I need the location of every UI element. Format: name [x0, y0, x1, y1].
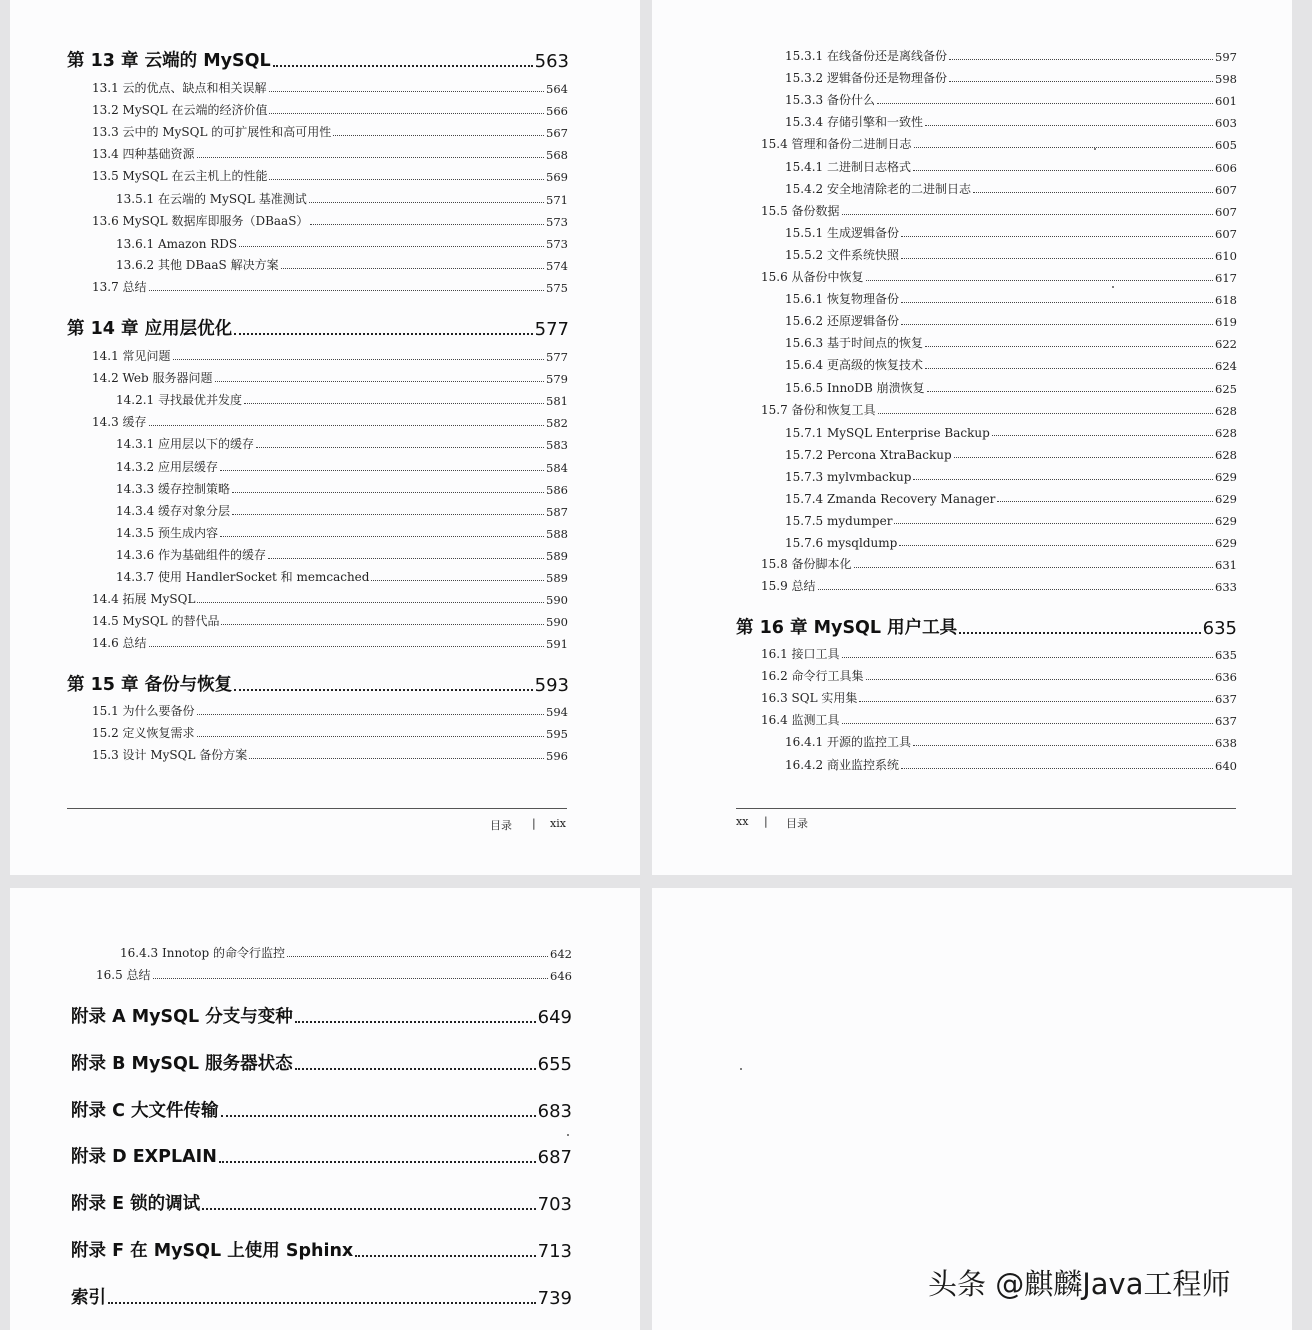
- appendix-entry[interactable]: [71, 1144, 572, 1168]
- toc-section-entry[interactable]: [761, 203, 1237, 219]
- toc-entry-page: 631: [1215, 558, 1237, 573]
- toc-entry-label: 附录 C 大文件传输: [71, 1100, 219, 1121]
- toc-entry-label: 13.1 云的优点、缺点和相关误解: [92, 81, 267, 95]
- toc-section-entry[interactable]: [761, 646, 1237, 662]
- toc-entry-label: 14.3.3 缓存控制策略: [116, 481, 230, 496]
- toc-page-2: [652, 0, 1292, 875]
- toc-entry-page: 591: [546, 637, 568, 652]
- toc-section-entry[interactable]: [92, 80, 568, 96]
- dot-leader: [818, 589, 1214, 590]
- toc-entry-page: 601: [1215, 94, 1237, 109]
- toc-entry-page: 594: [546, 705, 568, 719]
- toc-section-entry[interactable]: [92, 279, 568, 295]
- toc-section-entry[interactable]: [96, 967, 572, 983]
- toc-entry-label: 16.4 监测工具: [761, 713, 840, 728]
- dot-leader: [249, 758, 544, 759]
- toc-entry-label: 13.5.1 在云端的 MySQL 基准测试: [116, 191, 307, 206]
- toc-entry-page: 564: [546, 82, 568, 96]
- dot-leader: [295, 1068, 536, 1070]
- dot-leader: [232, 492, 544, 493]
- scan-speck: [1094, 148, 1096, 150]
- dot-leader: [219, 1161, 536, 1163]
- toc-section-entry[interactable]: [785, 734, 1237, 750]
- dot-leader: [914, 147, 1214, 148]
- toc-entry-page: 628: [1215, 403, 1237, 418]
- toc-entry-page: 605: [1215, 138, 1237, 153]
- toc-entry-label: 14.3.6 作为基础组件的缓存: [116, 547, 266, 562]
- toc-entry-page: 567: [546, 126, 568, 141]
- toc-section-entry[interactable]: [761, 269, 1237, 285]
- toc-entry-page: 713: [537, 1241, 572, 1262]
- toc-page-3: [10, 888, 640, 1330]
- toc-entry-label: 13.2 MySQL 在云端的经济价值: [92, 103, 268, 118]
- toc-entry-label: 15.3 设计 MySQL 备份方案: [92, 748, 248, 763]
- dot-leader: [221, 624, 544, 625]
- toc-entry-label: 13.6.1 Amazon RDS: [116, 236, 238, 251]
- dot-leader: [842, 214, 1214, 215]
- dot-leader: [925, 368, 1213, 369]
- toc-section-entry[interactable]: [92, 414, 568, 430]
- toc-section-entry[interactable]: [761, 578, 1237, 594]
- toc-section-entry[interactable]: [92, 747, 568, 763]
- toc-entry-page: 589: [546, 548, 568, 563]
- toc-entry-page: 586: [546, 482, 568, 497]
- appendix-entry[interactable]: [71, 1098, 572, 1122]
- toc-entry-label: 15.7.3 mylvmbackup: [785, 469, 912, 484]
- dot-leader: [197, 714, 545, 715]
- dot-leader: [215, 381, 545, 382]
- toc-entry-label: 16.4.3 Innotop 的命令行监控: [120, 946, 285, 960]
- watermark: 头条 @麒麟Java工程师: [928, 1267, 1231, 1301]
- toc-entry-label: 15.9 总结: [761, 579, 816, 594]
- dot-leader: [221, 1115, 536, 1117]
- toc-entry-label: 14.4 拓展 MySQL: [92, 592, 196, 607]
- chapter-15-entry[interactable]: 第 15 章 备份与恢复 593: [67, 675, 569, 696]
- dot-leader: [913, 479, 1213, 480]
- dot-leader: [901, 236, 1213, 237]
- footer-rule: [736, 808, 1236, 809]
- toc-section-entry[interactable]: [120, 945, 572, 961]
- toc-entry-label: 附录 F 在 MySQL 上使用 Sphinx: [71, 1241, 354, 1261]
- toc-section-entry[interactable]: [92, 635, 568, 651]
- chapter-16-entry[interactable]: 第 16 章 MySQL 用户工具 635: [736, 618, 1237, 639]
- toc-entry-page: 619: [1215, 315, 1237, 330]
- toc-section-entry[interactable]: [92, 168, 568, 184]
- toc-entry-label: 15.6.3 基于时间点的恢复: [785, 336, 923, 351]
- dot-leader: [901, 258, 1213, 259]
- toc-entry-page: 584: [546, 460, 568, 475]
- toc-entry-page: 588: [546, 526, 568, 541]
- toc-entry-page: 625: [1215, 381, 1237, 396]
- toc-section-entry[interactable]: [785, 380, 1237, 396]
- toc-section-entry[interactable]: [785, 181, 1237, 197]
- toc-section-entry[interactable]: [92, 102, 568, 118]
- dot-leader: [949, 59, 1213, 60]
- toc-entry-page: 687: [537, 1147, 572, 1169]
- toc-entry-label: 13.7 总结: [92, 279, 147, 294]
- dot-leader: [287, 956, 548, 957]
- appendix-entry[interactable]: [71, 1238, 572, 1262]
- toc-entry-label: 15.3.1 在线备份还是离线备份: [785, 49, 947, 63]
- toc-entry-page: 622: [1215, 337, 1237, 352]
- dot-leader: [901, 302, 1213, 303]
- dot-leader: [256, 447, 544, 448]
- toc-entry-page: 624: [1215, 359, 1237, 374]
- toc-entry-label: 附录 E 锁的调试: [71, 1194, 201, 1215]
- toc-entry-page: 629: [1215, 514, 1237, 529]
- toc-section-entry[interactable]: [116, 235, 568, 251]
- toc-section-entry[interactable]: [761, 556, 1237, 572]
- toc-entry-page: 739: [537, 1287, 572, 1309]
- toc-entry-label: 15.6 从备份中恢复: [761, 270, 864, 284]
- toc-entry-page: 629: [1215, 536, 1237, 551]
- toc-entry-label: 14.2 Web 服务器问题: [92, 371, 213, 386]
- appendix-entry[interactable]: [71, 1285, 572, 1309]
- dot-leader: [108, 1302, 536, 1304]
- toc-section-entry[interactable]: [92, 703, 568, 719]
- toc-entry-page: 629: [1215, 492, 1237, 506]
- toc-entry-label: 15.5.1 生成逻辑备份: [785, 225, 899, 240]
- toc-section-entry[interactable]: [92, 213, 568, 229]
- toc-section-entry[interactable]: [785, 313, 1237, 329]
- toc-entry-page: 595: [546, 727, 568, 742]
- toc-entry-page: 637: [1215, 714, 1237, 729]
- toc-entry-label: 14.3.4 缓存对象分层: [116, 503, 230, 518]
- toc-section-entry[interactable]: [116, 525, 568, 541]
- dot-leader: [973, 192, 1213, 193]
- toc-section-entry[interactable]: [785, 291, 1237, 307]
- footer-label: 目录: [490, 819, 512, 832]
- toc-section-entry[interactable]: [92, 124, 568, 140]
- toc-entry-page: 607: [1215, 204, 1237, 219]
- toc-entry-page: 610: [1215, 248, 1237, 263]
- toc-entry-page: 587: [546, 504, 568, 519]
- toc-section-entry[interactable]: [92, 348, 568, 364]
- toc-entry-label: 15.7 备份和恢复工具: [761, 402, 876, 417]
- toc-entry-page: 618: [1215, 293, 1237, 308]
- toc-entry-label: 14.5 MySQL 的替代品: [92, 614, 220, 629]
- dot-leader: [197, 602, 544, 603]
- toc-section-entry[interactable]: [761, 690, 1237, 706]
- toc-section-entry[interactable]: [92, 613, 568, 629]
- footer-rule: [67, 808, 567, 809]
- toc-section-entry[interactable]: [785, 70, 1237, 86]
- toc-entry-page: 655: [537, 1053, 572, 1075]
- dot-leader: [859, 701, 1213, 702]
- toc-entry-page: 568: [546, 148, 568, 163]
- dot-leader: [269, 179, 544, 180]
- toc-entry-page: 581: [546, 394, 568, 409]
- toc-entry-label: 14.6 总结: [92, 636, 147, 651]
- toc-entry-page: 637: [1215, 692, 1237, 707]
- toc-entry-label: 13.6 MySQL 数据库即服务（DBaaS）: [92, 213, 309, 228]
- toc-section-entry[interactable]: [785, 335, 1237, 351]
- toc-section-entry[interactable]: [761, 136, 1237, 152]
- dot-leader: [173, 359, 545, 360]
- toc-entry-label: 16.2 命令行工具集: [761, 669, 864, 684]
- toc-entry-label: 15.3.4 存储引擎和一致性: [785, 115, 923, 130]
- toc-entry-page: 606: [1215, 160, 1237, 175]
- toc-entry-label: 15.4 管理和备份二进制日志: [761, 137, 912, 152]
- dot-leader: [220, 470, 544, 471]
- toc-entry-label: 13.3 云中的 MySQL 的可扩展性和高可用性: [92, 125, 332, 140]
- toc-entry-page: 635: [1215, 648, 1237, 662]
- toc-section-entry[interactable]: [116, 392, 568, 408]
- toc-section-entry[interactable]: [785, 424, 1237, 440]
- toc-entry-label: 13.5 MySQL 在云主机上的性能: [92, 169, 268, 184]
- dot-leader: [997, 501, 1213, 502]
- dot-leader: [281, 268, 544, 269]
- toc-entry-label: 15.6.5 InnoDB 崩溃恢复: [785, 380, 925, 395]
- toc-section-entry[interactable]: [785, 534, 1237, 550]
- dot-leader: [269, 91, 545, 92]
- dot-leader: [927, 391, 1213, 392]
- toc-section-entry[interactable]: [116, 257, 568, 273]
- dot-leader: [866, 679, 1214, 680]
- toc-section-entry[interactable]: [116, 569, 568, 585]
- toc-section-entry[interactable]: [761, 668, 1237, 684]
- dot-leader: [310, 224, 544, 225]
- toc-entry-label: 15.7.6 mysqldump: [785, 536, 898, 551]
- toc-entry-page: 640: [1215, 758, 1237, 773]
- toc-entry-label: 16.4.2 商业监控系统: [785, 757, 899, 772]
- toc-section-entry[interactable]: [785, 247, 1237, 263]
- toc-entry-label: 附录 A MySQL 分支与变种: [71, 1007, 293, 1027]
- toc-entry-label: 16.1 接口工具: [761, 647, 840, 661]
- footer-label: 目录: [786, 817, 808, 830]
- toc-entry-page: 638: [1215, 736, 1237, 751]
- dot-leader: [239, 246, 544, 247]
- dot-leader: [954, 457, 1213, 458]
- toc-entry-label: 16.5 总结: [96, 968, 151, 982]
- toc-section-entry[interactable]: [761, 402, 1237, 418]
- dot-leader: [842, 723, 1214, 724]
- dot-leader: [232, 514, 544, 515]
- dot-leader: [899, 545, 1213, 546]
- dot-leader: [992, 435, 1213, 436]
- dot-leader: [894, 523, 1213, 524]
- appendix-entry[interactable]: [71, 1051, 572, 1075]
- toc-entry-page: 598: [1215, 72, 1237, 87]
- toc-entry-label: 16.3 SQL 实用集: [761, 691, 858, 706]
- dot-leader: [309, 202, 544, 203]
- toc-entry-page: 566: [546, 104, 568, 119]
- appendix-entry[interactable]: [71, 1004, 572, 1028]
- toc-entry-label: 15.8 备份脚本化: [761, 557, 852, 572]
- dot-leader: [842, 657, 1214, 658]
- toc-entry-label: 15.5.2 文件系统快照: [785, 247, 899, 262]
- toc-page-1: [10, 0, 640, 875]
- toc-entry-page: 571: [546, 192, 568, 207]
- toc-entry-page: 633: [1215, 580, 1237, 595]
- toc-entry-label: 15.7.4 Zmanda Recovery Manager: [785, 492, 996, 506]
- scan-speck: [740, 1068, 742, 1070]
- dot-leader: [202, 1208, 536, 1210]
- dot-leader: [913, 745, 1213, 746]
- dot-leader: [913, 170, 1213, 171]
- dot-leader: [901, 324, 1213, 325]
- toc-entry-label: 15.3.3 备份什么: [785, 93, 875, 108]
- dot-leader: [197, 157, 545, 158]
- toc-entry-page: 683: [537, 1100, 572, 1122]
- toc-entry-label: 14.1 常见问题: [92, 349, 171, 363]
- toc-section-entry[interactable]: [92, 725, 568, 741]
- toc-section-entry[interactable]: [785, 48, 1237, 64]
- dot-leader: [153, 978, 549, 979]
- dot-leader: [925, 125, 1213, 126]
- toc-entry-label: 附录 B MySQL 服务器状态: [71, 1053, 293, 1074]
- chapter-14-entry[interactable]: 第 14 章 应用层优化 577: [67, 319, 569, 340]
- toc-section-entry[interactable]: [92, 591, 568, 607]
- toc-entry-page: 628: [1215, 425, 1237, 440]
- toc-entry-page: 582: [546, 416, 568, 431]
- toc-entry-label: 15.2 定义恢复需求: [92, 726, 195, 741]
- dot-leader: [269, 113, 544, 114]
- toc-entry-label: 15.7.2 Percona XtraBackup: [785, 447, 952, 462]
- toc-entry-label: 14.3.1 应用层以下的缓存: [116, 437, 254, 452]
- scan-speck: [567, 1134, 569, 1136]
- toc-section-entry[interactable]: [785, 490, 1237, 506]
- toc-entry-page: 590: [546, 593, 568, 608]
- toc-entry-page: 649: [537, 1007, 572, 1028]
- footer-page-number: xx: [736, 815, 749, 828]
- dot-leader: [371, 580, 544, 581]
- toc-entry-label: 14.2.1 寻找最优并发度: [116, 393, 242, 408]
- toc-section-entry[interactable]: [116, 503, 568, 519]
- toc-entry-page: 636: [1215, 670, 1237, 685]
- toc-section-entry[interactable]: [785, 357, 1237, 373]
- dot-leader: [149, 646, 545, 647]
- toc-entry-label: 15.4.2 安全地清除老的二进制日志: [785, 181, 971, 196]
- toc-entry-label: 15.7.5 mydumper: [785, 514, 893, 529]
- toc-entry-page: 596: [546, 749, 568, 764]
- toc-section-entry[interactable]: [761, 712, 1237, 728]
- dot-leader: [355, 1255, 535, 1257]
- toc-entry-label: 16.4.1 开源的监控工具: [785, 735, 911, 750]
- toc-section-entry[interactable]: [785, 159, 1237, 175]
- toc-section-entry[interactable]: [116, 481, 568, 497]
- toc-entry-label: 15.5 备份数据: [761, 203, 840, 218]
- dot-leader: [866, 280, 1214, 281]
- dot-leader: [268, 558, 544, 559]
- toc-entry-label: 14.3 缓存: [92, 415, 147, 430]
- dot-leader: [877, 103, 1213, 104]
- toc-entry-page: 607: [1215, 226, 1237, 241]
- toc-section-entry[interactable]: [92, 146, 568, 162]
- toc-entry-label: 索引: [71, 1287, 106, 1308]
- toc-entry-label: 附录 D EXPLAIN: [71, 1147, 217, 1168]
- toc-section-entry[interactable]: [116, 191, 568, 207]
- toc-entry-page: 597: [1215, 50, 1237, 64]
- toc-entry-page: 573: [546, 214, 568, 229]
- appendix-entry[interactable]: [71, 1191, 572, 1215]
- toc-section-entry[interactable]: [785, 757, 1237, 773]
- dot-leader: [149, 425, 545, 426]
- toc-entry-label: 15.4.1 二进制日志格式: [785, 159, 911, 174]
- toc-entry-label: 14.3.2 应用层缓存: [116, 459, 218, 474]
- toc-entry-page: 628: [1215, 447, 1237, 462]
- toc-entry-label: 15.1 为什么要备份: [92, 704, 195, 718]
- toc-entry-page: 629: [1215, 469, 1237, 484]
- toc-section-entry[interactable]: [785, 446, 1237, 462]
- toc-section-entry[interactable]: [116, 547, 568, 563]
- toc-entry-page: 703: [537, 1194, 572, 1216]
- toc-entry-page: 583: [546, 438, 568, 453]
- toc-entry-label: 15.7.1 MySQL Enterprise Backup: [785, 425, 990, 440]
- toc-entry-page: 603: [1215, 116, 1237, 131]
- toc-section-entry[interactable]: [785, 114, 1237, 130]
- dot-leader: [197, 736, 545, 737]
- toc-entry-page: 569: [546, 170, 568, 185]
- toc-entry-label: 13.6.2 其他 DBaaS 解决方案: [116, 257, 279, 272]
- scan-speck: [1112, 286, 1114, 288]
- toc-section-entry[interactable]: [116, 436, 568, 452]
- toc-section-entry[interactable]: [785, 512, 1237, 528]
- dot-leader: [854, 567, 1214, 568]
- footer-separator: |: [764, 815, 768, 828]
- toc-entry-page: 607: [1215, 182, 1237, 197]
- dot-leader: [333, 135, 544, 136]
- dot-leader: [295, 1021, 536, 1023]
- toc-entry-label: 15.6.4 更高级的恢复技术: [785, 358, 923, 373]
- toc-entry-page: 579: [546, 372, 568, 387]
- toc-section-entry[interactable]: [785, 468, 1237, 484]
- toc-entry-label: 13.4 四种基础资源: [92, 147, 195, 162]
- toc-entry-label: 14.3.7 使用 HandlerSocket 和 memcached: [116, 570, 370, 584]
- toc-entry-page: 573: [546, 236, 568, 251]
- toc-section-entry[interactable]: [785, 92, 1237, 108]
- dot-leader: [925, 346, 1213, 347]
- dot-leader: [901, 768, 1213, 769]
- toc-entry-page: 575: [546, 280, 568, 295]
- toc-section-entry[interactable]: [116, 459, 568, 475]
- toc-entry-page: 574: [546, 258, 568, 273]
- toc-entry-label: 15.3.2 逻辑备份还是物理备份: [785, 71, 947, 86]
- dot-leader: [949, 81, 1213, 82]
- dot-leader: [220, 536, 544, 537]
- dot-leader: [149, 290, 545, 291]
- toc-entry-page: 617: [1215, 271, 1237, 285]
- footer-separator: |: [532, 817, 536, 830]
- toc-entry-label: 15.6.2 还原逻辑备份: [785, 314, 899, 329]
- toc-entry-page: 589: [546, 571, 568, 585]
- toc-entry-label: 14.3.5 预生成内容: [116, 525, 218, 540]
- dot-leader: [878, 413, 1214, 414]
- dot-leader: [244, 403, 544, 404]
- toc-entry-page: 577: [546, 350, 568, 364]
- toc-entry-page: 590: [546, 615, 568, 630]
- chapter-13-entry[interactable]: 第 13 章 云端的 MySQL 563: [67, 51, 569, 72]
- toc-entry-label: 15.6.1 恢复物理备份: [785, 292, 899, 307]
- toc-entry-page: 646: [550, 969, 572, 983]
- toc-entry-page: 642: [550, 947, 572, 961]
- toc-section-entry[interactable]: [785, 225, 1237, 241]
- footer-page-number: xix: [550, 817, 566, 830]
- toc-section-entry[interactable]: [92, 370, 568, 386]
